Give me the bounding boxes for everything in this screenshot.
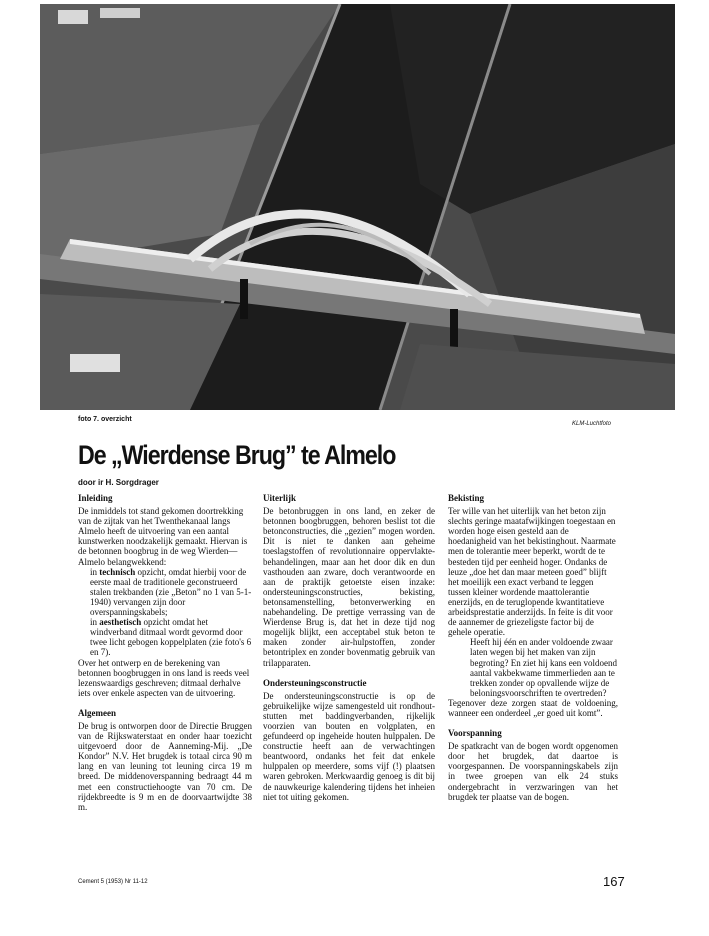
- list-item-aesthetisch: [78, 617, 252, 657]
- article-byline: door ir H. Sorgdrager: [78, 478, 159, 487]
- intro-paragraph: De inmiddels tot stand gekomen doortrekking van de zijtak van het Twenthekanaal langs Almelo heeft de uitvoering van een aantal kunstwerken noodzakelijk gemaakt. Hiervan is de betonnen boogbrug in de weg Wierden—Almelo belangwekkend:: [78, 506, 248, 567]
- list-item-technisch: [78, 567, 252, 617]
- list-item-keyword: aesthetisch: [99, 617, 142, 628]
- aerial-bridge-photo: [40, 4, 675, 410]
- list-item-prefix: in: [90, 566, 100, 577]
- photo-credit: KLM-Luchtfoto: [572, 421, 612, 427]
- column-3: [448, 493, 618, 802]
- bekisting-paragraph: Ter wille van het uiterlijk van het beton zijn slechts geringe maatafwijkingen toegestaan en worden hoge eisen gesteld aan de hoedanigheid van het bekistinghout. Naarmate men de tolerantie meer beperkt, wordt de te besteden tijd per eenheid hoger. Ondanks de leuze „doe het dan maar meteen goed” blijft het moeilijk een exact verband te leggen tussen kleiner wordende maattolerantie enerzijds, en de teruglopende kwantitatieve arbeidsprestatie anderzijds. In feite is dit voor de aannemer de griezeligste factor bij de gehele operatie.: [448, 506, 616, 638]
- article-title: De „Wierdense Brug” te Almelo: [78, 440, 396, 470]
- photo-caption: foto 7. overzicht: [78, 416, 132, 423]
- section-heading-voorspanning: Voorspanning: [448, 728, 502, 739]
- list-item-prefix: in: [90, 617, 100, 628]
- section-heading-bekisting: Bekisting: [448, 493, 485, 503]
- list-item-text: opzicht, omdat hierbij voor de eerste maal de traditionele geconstrueerd stalen trekbanden (zie „Beton” no 1 van 5-1-1940) vervangen zijn door overspanningskabels;: [90, 566, 252, 618]
- column-1: [78, 493, 252, 812]
- section-heading-inleiding: Inleiding: [78, 493, 113, 503]
- page-number: 167: [603, 874, 625, 889]
- list-item-text: opzicht omdat het windverband ditmaal wordt gevormd door twee licht gebogen koppelplaten (zie foto's 6 en 7).: [90, 617, 252, 658]
- section-heading-ondersteuning: Ondersteuningsconstructie: [263, 677, 367, 688]
- list-item-keyword: technisch: [99, 566, 136, 577]
- section-heading-uiterlijk: Uiterlijk: [263, 493, 296, 503]
- uiterlijk-paragraph: De betonbruggen in ons land, en zeker de betonnen boogbruggen, behoren beslist tot die betonconstructies, die „gezien” mogen worden. Dit is niet te danken aan geheime toeslagstoffen of revolutionnaire oppervlakte-behandelingen, maar aan het door dik en dun vasthouden aan zware, doch verantwoorde en aan de praktijk getoetste eisen inzake: ondersteuningsconstructies, bekisting, betonsamenstelling, betonverwerking en nabehandeling. De prettige verrassing van de Wierdense Brug is, dat het in deze tijd nog mogelijk blijkt, een acceptabel stuk beton te maken zonder air-hulpstoffen, zonder betontriplex en zonder bovenmatig gebruik van trilapparaten.: [263, 506, 435, 668]
- bridge-photo-illustration: [40, 4, 675, 410]
- column-2: [263, 493, 435, 802]
- ondersteuning-paragraph: De ondersteuningsconstructie is op de gebruikelijke wijze samengesteld uit rondhout-stutten met baddingverbanden, rijkelijk voorzien van bouten en volgplaten, en gefundeerd op ingeheide houten hulppalen. De constructie heeft aan de verwachtingen beantwoord, ondanks het feit dat enkele hulppalen op meerdere, soms vijf (!) plaatsen waren gebroken. Merkwaardig genoeg is dit bij de nauwkeurige kalendering tijdens het inheien niet tot uiting gekomen.: [263, 690, 435, 802]
- intro-after-paragraph: Over het ontwerp en de berekening van betonnen boogbruggen in ons land is reeds veel lezenswaardigs geschreven; ditmaal derhalve iets over enkele aspecten van de uitvoering.: [78, 657, 250, 698]
- bekisting-after-paragraph: Tegenover deze zorgen staat de voldoening, wanneer een onderdeel „er goed uit komt”.: [448, 697, 618, 718]
- journal-reference: Cement 5 (1953) Nr 11-12: [78, 879, 148, 885]
- voorspanning-paragraph: De spatkracht van de bogen wordt opgenomen door het brugdek, dat daartoe is voorgespannen. De voorspanningskabels zijn in twee groepen van elk 24 stuks ondergebracht in verzwaringen van het brugdek ter plaatse van de bogen.: [448, 741, 618, 802]
- algemeen-paragraph: De brug is ontworpen door de Directie Bruggen van de Rijkswaterstaat en onder haar toezicht uitgevoerd door de Aanneming-Mij. „De Kondor” N.V. Het brugdek is totaal circa 90 m lang en van leuning tot leuning circa 19 m breed. De middenoverspanning bedraagt 44 m met een constructiehoogte van 70 cm. De rijdekbreedte is 9 m en de doorvaartwijdte 38 m.: [78, 720, 252, 812]
- section-heading-algemeen: Algemeen: [78, 707, 116, 718]
- bekisting-question: Heeft hij één en ander voldoende zwaar laten wegen bij het maken van zijn begroting? En ziet hij kans een voldoend aantal vakbekwame timmerlieden aan te trekken zonder op opvallende wijze de beloningsvoorschriften te overtreden?: [470, 637, 617, 698]
